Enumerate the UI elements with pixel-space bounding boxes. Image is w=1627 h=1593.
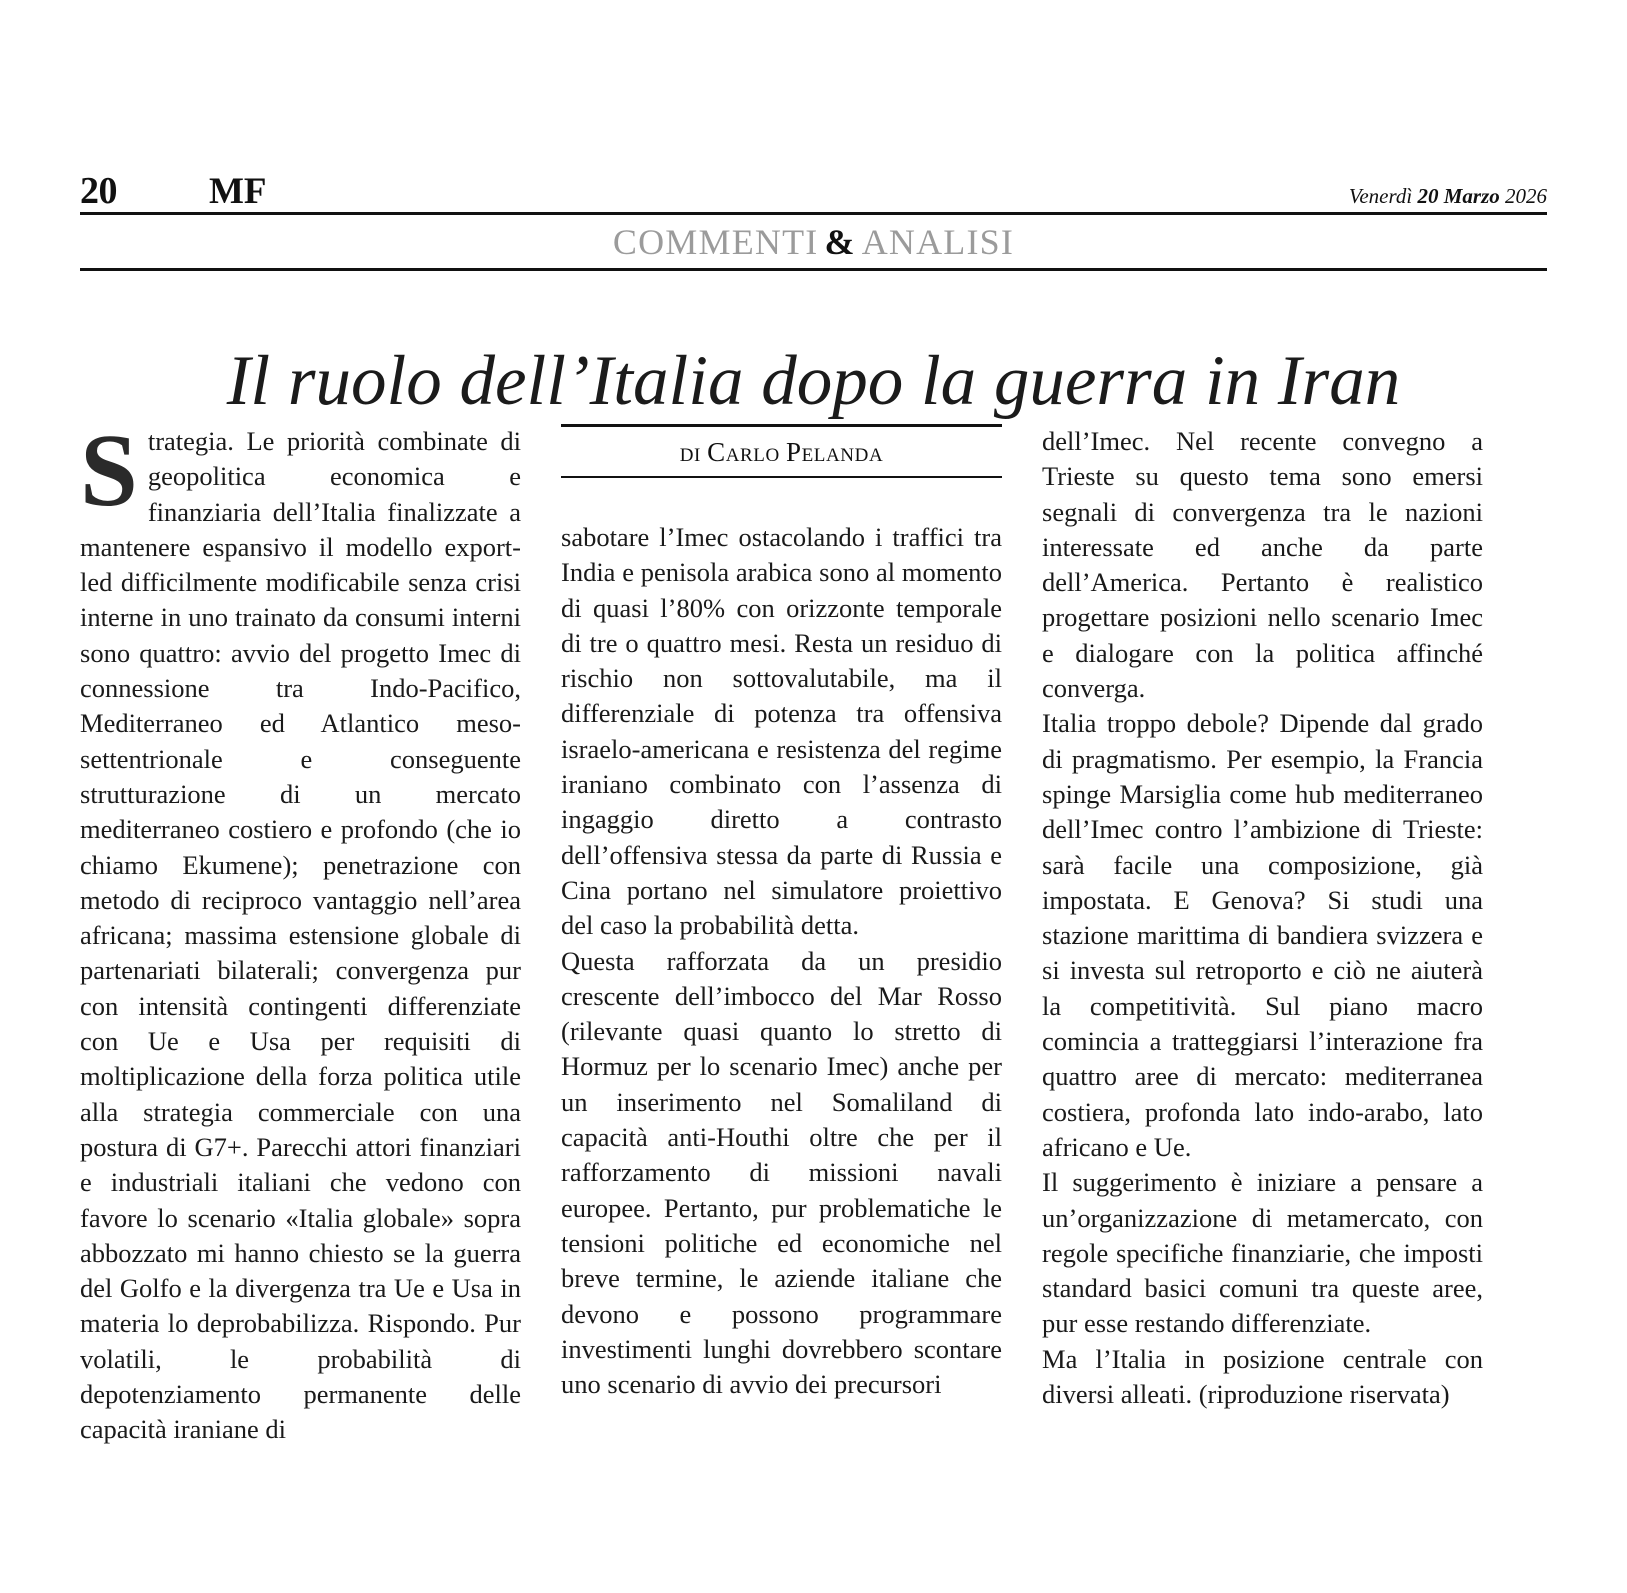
byline — [561, 437, 1002, 468]
byline-di: DI — [679, 445, 701, 466]
byline-firstname-rest: ARLO — [725, 445, 780, 466]
byline-lastname-initial: P — [785, 437, 802, 467]
paragraph: Il suggerimento è iniziare a pensare a un’organizzazione di metamercato, con regole specifiche finanziarie, che imposti standard basici comuni tra queste aree, pur esse restando differenziate. — [1042, 1167, 1483, 1339]
column-1 — [80, 413, 521, 1504]
byline-lastname-rest: ELANDA — [801, 445, 884, 466]
column-1-text — [80, 413, 521, 1448]
article-body — [80, 413, 1547, 1504]
issue-date-year: 2026 — [1499, 184, 1547, 208]
header-rule-bottom — [80, 268, 1547, 271]
article-headline: Il ruolo dell’Italia dopo la guerra in Iran — [226, 341, 1401, 420]
column-2-text — [561, 520, 1002, 1402]
byline-firstname-initial: C — [707, 437, 726, 467]
issue-date — [1349, 186, 1547, 210]
byline-rule-bottom — [561, 476, 1002, 478]
paragraph: sabotare l’Imec ostacolando i traffici tra India e penisola arabica sono al momento di quasi l’80% con orizzonte temporale di tre o quattro mesi. Resta un residuo di rischio non sottovalutabile, ma il differenziale di potenza tra offensiva israelo-americana e resistenza del regime iraniano combinato con l’assenza di ingaggio diretto a contrasto dell’offensiva stessa da parte di Russia e Cina portano nel simulatore proiettivo del caso la probabilità detta. — [561, 522, 1002, 941]
column-3 — [1042, 424, 1483, 1504]
byline-spacer — [561, 494, 1002, 520]
issue-date-day-month: 20 Marzo — [1417, 184, 1500, 208]
section-kicker-analisi: ANALISI — [861, 222, 1015, 262]
section-kicker-commenti: COMMENTI — [612, 222, 819, 262]
paragraph: Ma l’Italia in posizione centrale con diversi alleati. (riproduzione riservata) — [1042, 1343, 1483, 1410]
section-kicker — [80, 218, 1547, 266]
section-kicker-ampersand: & — [824, 222, 856, 262]
page-number: 20 — [80, 170, 117, 212]
publication-logo: MF — [209, 171, 267, 212]
column-2 — [561, 424, 1002, 1504]
issue-date-weekday: Venerdì — [1348, 184, 1418, 208]
masthead — [80, 158, 1547, 210]
paragraph: Italia troppo debole? Dipende dal grado di pragmatismo. Per esempio, la Francia spinge Marsiglia come hub mediterraneo dell’Imec contro l’ambizione di Trieste: sarà facile una composizione, già impostata. E Genova? Si studi una stazione marittima di bandiera svizzera e si investa sul retroporto e ciò ne aiuterà la competitività. Sul piano macro comincia a tratteggiarsi l’interazione fra quattro aree di mercato: mediterranea costiera, profonda lato indo-arabo, lato africano e Ue. — [1042, 708, 1483, 1162]
lead-paragraph: Strategia. Le priorità combinate di geopolitica economica e finanziaria dell’Italia finalizzate a mantenere espansivo il modello export-led difficilmente modificabile senza crisi interne in uno trainato da consumi interni sono quattro: avvio del progetto Imec di connessione tra Indo-Pacifico, Mediterraneo ed Atlantico meso-settentrionale e conseguente strutturazione di un mercato mediterraneo costiero e profondo (che io chiamo Ekumene); penetrazione con metodo di reciproco vantaggio nell’area africana; massima estensione globale di partenariati bilaterali; convergenza pur con intensità contingenti differenziate con Ue e Usa per requisiti di moltiplicazione della forza politica utile alla strategia commerciale con una postura di G7+. Parecchi attori finanziari e industriali italiani che vedono con favore lo scenario «Italia globale» sopra abbozzato mi hanno chiesto se la guerra del Golfo e la divergenza tra Ue e Usa in materia lo deprobabilizza. Rispondo. Pur volatili, le probabilità di depotenziamento permanente delle capacità iraniane di — [80, 413, 521, 1445]
byline-block — [561, 424, 1002, 478]
paragraph: dell’Imec. Nel recente convegno a Trieste su questo tema sono emersi segnali di convergenza tra le nazioni interessate ed anche da parte dell’America. Pertanto è realistico progettare posizioni nello scenario Imec e dialogare con la politica affinché converga. — [1042, 426, 1483, 704]
header-rule-top — [80, 212, 1547, 215]
byline-rule-top — [561, 424, 1002, 427]
column-3-text — [1042, 424, 1483, 1412]
paragraph: Questa rafforzata da un presidio crescente dell’imbocco del Mar Rosso (rilevante quasi quanto lo stretto di Hormuz per lo scenario Imec) anche per un inserimento nel Somaliland di capacità anti-Houthi oltre che per il rafforzamento di missioni navali europee. Pertanto, pur problematiche le tensioni politiche ed economiche nel breve termine, le aziende italiane che devono e possono programmare investimenti lunghi dovrebbero scontare uno scenario di avvio dei precursori — [561, 945, 1002, 1400]
